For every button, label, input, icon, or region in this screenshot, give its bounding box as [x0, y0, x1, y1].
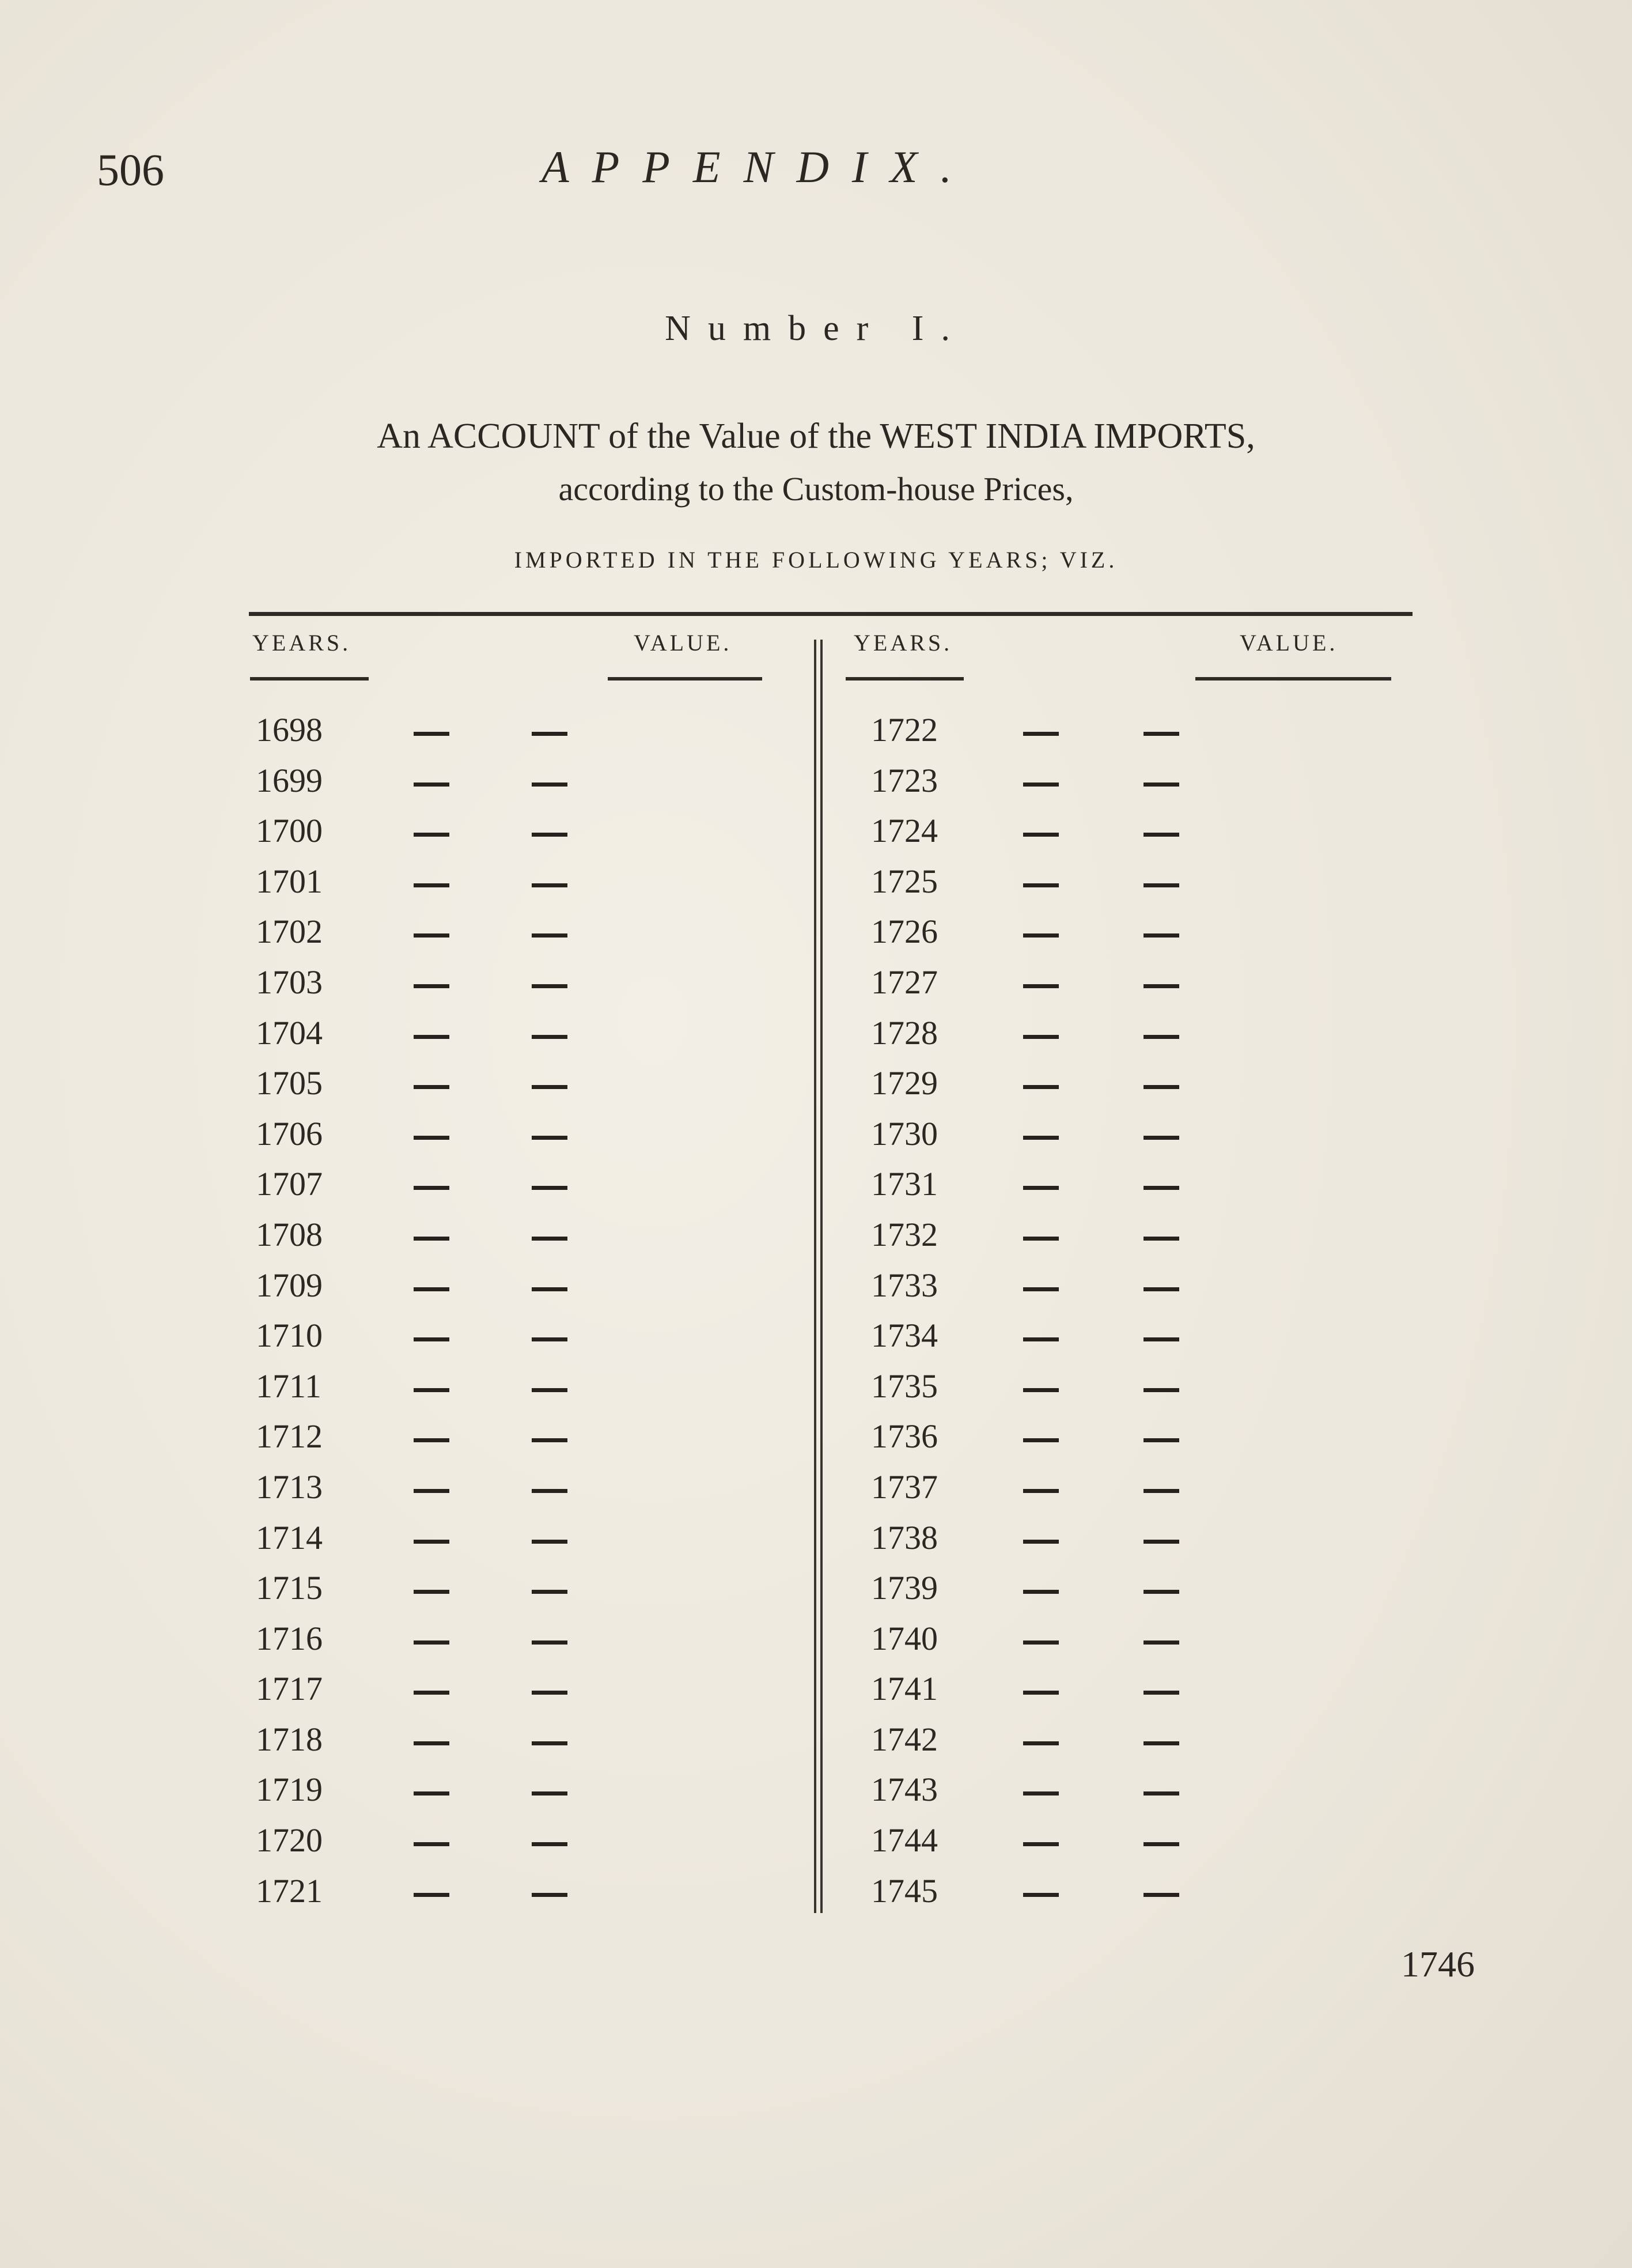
year-cell: 1698 — [256, 711, 323, 749]
dash — [532, 1388, 567, 1392]
dash — [414, 1842, 449, 1846]
dash — [532, 933, 567, 938]
page-number: 506 — [97, 145, 164, 195]
running-head: APPENDIX. — [542, 142, 975, 192]
dash — [1023, 1893, 1059, 1897]
year-cell: 1720 — [256, 1821, 323, 1859]
year-cell: 1735 — [871, 1367, 938, 1405]
dash — [1143, 833, 1179, 837]
year-cell: 1731 — [871, 1165, 938, 1203]
year-cell: 1706 — [256, 1114, 323, 1152]
year-cell: 1700 — [256, 812, 323, 850]
year-cell: 1707 — [256, 1165, 323, 1203]
year-cell: 1721 — [256, 1872, 323, 1910]
dash — [532, 1640, 567, 1645]
column-divider — [820, 640, 823, 1913]
dash — [532, 1337, 567, 1341]
dash — [532, 1590, 567, 1594]
year-cell: 1703 — [256, 963, 323, 1001]
dash — [532, 1287, 567, 1291]
dash — [532, 783, 567, 787]
dash — [1143, 984, 1179, 988]
year-cell: 1711 — [256, 1367, 321, 1405]
dash — [532, 984, 567, 988]
year-cell: 1713 — [256, 1468, 323, 1506]
year-cell: 1734 — [871, 1317, 938, 1355]
dash — [1023, 1186, 1059, 1190]
dash — [1143, 1136, 1179, 1140]
dash — [414, 1590, 449, 1594]
year-cell: 1723 — [871, 761, 938, 799]
dash — [1023, 1791, 1059, 1795]
dash — [532, 1085, 567, 1089]
dash — [1023, 833, 1059, 837]
header-value-left: VALUE. — [634, 630, 732, 656]
dash — [414, 1540, 449, 1544]
dash — [414, 1287, 449, 1291]
table-top-rule — [249, 612, 1413, 616]
year-cell: 1725 — [871, 862, 938, 900]
dash — [414, 1893, 449, 1897]
dash — [1143, 1640, 1179, 1645]
dash — [1143, 1337, 1179, 1341]
dash — [1023, 1842, 1059, 1846]
dash — [532, 1035, 567, 1039]
dash — [1023, 783, 1059, 787]
dash — [1023, 1590, 1059, 1594]
year-cell: 1715 — [256, 1569, 323, 1607]
year-cell: 1701 — [256, 862, 323, 900]
dash — [1023, 1741, 1059, 1745]
year-cell: 1732 — [871, 1215, 938, 1253]
dash — [1143, 1237, 1179, 1241]
dash — [532, 1842, 567, 1846]
year-cell: 1739 — [871, 1569, 938, 1607]
year-cell: 1699 — [256, 761, 323, 799]
dash — [1023, 1035, 1059, 1039]
dash — [1023, 1438, 1059, 1442]
dash — [1023, 1388, 1059, 1392]
dash — [532, 732, 567, 736]
dash — [414, 1337, 449, 1341]
dash — [532, 1438, 567, 1442]
dash — [414, 1438, 449, 1442]
dash — [1023, 1691, 1059, 1695]
dash — [1143, 1085, 1179, 1089]
dash — [532, 1741, 567, 1745]
year-cell: 1719 — [256, 1771, 323, 1809]
dash — [414, 1791, 449, 1795]
dash — [532, 833, 567, 837]
dash — [414, 1640, 449, 1645]
header-underline — [250, 677, 369, 681]
year-cell: 1728 — [871, 1014, 938, 1052]
dash — [414, 1741, 449, 1745]
dash — [1023, 1540, 1059, 1544]
dash — [414, 1691, 449, 1695]
dash — [414, 883, 449, 887]
dash — [1023, 1640, 1059, 1645]
year-cell: 1742 — [871, 1720, 938, 1758]
dash — [414, 732, 449, 736]
dash — [414, 1489, 449, 1493]
year-cell: 1714 — [256, 1518, 323, 1556]
dash — [1143, 1842, 1179, 1846]
dash — [532, 1237, 567, 1241]
header-underline — [1195, 677, 1391, 681]
dash — [1143, 732, 1179, 736]
year-cell: 1717 — [256, 1670, 323, 1708]
year-cell: 1722 — [871, 711, 938, 749]
header-years-right: YEARS. — [854, 630, 953, 656]
catchword: 1746 — [1401, 1944, 1475, 1984]
year-cell: 1709 — [256, 1266, 323, 1304]
dash — [532, 883, 567, 887]
dash — [414, 1186, 449, 1190]
dash — [532, 1791, 567, 1795]
dash — [1143, 1388, 1179, 1392]
dash — [1143, 933, 1179, 938]
dash — [1143, 1035, 1179, 1039]
dash — [1143, 1287, 1179, 1291]
dash — [1023, 1287, 1059, 1291]
year-cell: 1710 — [256, 1317, 323, 1355]
dash — [532, 1540, 567, 1544]
dash — [1143, 1540, 1179, 1544]
subtitle: IMPORTED IN THE FOLLOWING YEARS; VIZ. — [514, 547, 1118, 573]
dash — [1143, 1489, 1179, 1493]
year-cell: 1705 — [256, 1064, 323, 1102]
dash — [1023, 1337, 1059, 1341]
dash — [1023, 984, 1059, 988]
dash — [1143, 1893, 1179, 1897]
year-cell: 1727 — [871, 963, 938, 1001]
year-cell: 1702 — [256, 913, 323, 951]
dash — [1023, 1136, 1059, 1140]
year-cell: 1708 — [256, 1215, 323, 1253]
dash — [532, 1186, 567, 1190]
dash — [414, 1388, 449, 1392]
header-years-left: YEARS. — [252, 630, 351, 656]
dash — [414, 933, 449, 938]
title-line-2: according to the Custom-house Prices, — [558, 470, 1074, 508]
dash — [414, 1237, 449, 1241]
dash — [532, 1489, 567, 1493]
header-value-right: VALUE. — [1240, 630, 1338, 656]
dash — [1023, 1489, 1059, 1493]
dash — [1143, 883, 1179, 887]
year-cell: 1740 — [871, 1619, 938, 1657]
year-cell: 1737 — [871, 1468, 938, 1506]
dash — [414, 1085, 449, 1089]
dash — [1143, 1438, 1179, 1442]
dash — [532, 1893, 567, 1897]
year-cell: 1716 — [256, 1619, 323, 1657]
year-cell: 1730 — [871, 1114, 938, 1152]
year-cell: 1745 — [871, 1872, 938, 1910]
dash — [1023, 732, 1059, 736]
dash — [1143, 1590, 1179, 1594]
year-cell: 1741 — [871, 1670, 938, 1708]
year-cell: 1736 — [871, 1418, 938, 1456]
dash — [1023, 1085, 1059, 1089]
year-cell: 1712 — [256, 1418, 323, 1456]
year-cell: 1744 — [871, 1821, 938, 1859]
dash — [414, 783, 449, 787]
dash — [532, 1691, 567, 1695]
dash — [1023, 933, 1059, 938]
dash — [1143, 1691, 1179, 1695]
dash — [1143, 1186, 1179, 1190]
year-cell: 1729 — [871, 1064, 938, 1102]
dash — [1143, 1741, 1179, 1745]
title-line-1: An ACCOUNT of the Value of the WEST INDIA IMPORTS, — [377, 417, 1255, 456]
dash — [414, 984, 449, 988]
header-underline — [846, 677, 964, 681]
year-cell: 1738 — [871, 1518, 938, 1556]
year-cell: 1718 — [256, 1720, 323, 1758]
header-underline — [608, 677, 762, 681]
dash — [1023, 883, 1059, 887]
dash — [1023, 1237, 1059, 1241]
year-cell: 1704 — [256, 1014, 323, 1052]
year-cell: 1724 — [871, 812, 938, 850]
year-cell: 1743 — [871, 1771, 938, 1809]
dash — [532, 1136, 567, 1140]
year-cell: 1733 — [871, 1266, 938, 1304]
section-heading: Number I. — [665, 309, 967, 348]
dash — [1143, 1791, 1179, 1795]
dash — [414, 1136, 449, 1140]
dash — [414, 1035, 449, 1039]
column-divider — [814, 640, 816, 1913]
dash — [414, 833, 449, 837]
year-cell: 1726 — [871, 913, 938, 951]
dash — [1143, 783, 1179, 787]
